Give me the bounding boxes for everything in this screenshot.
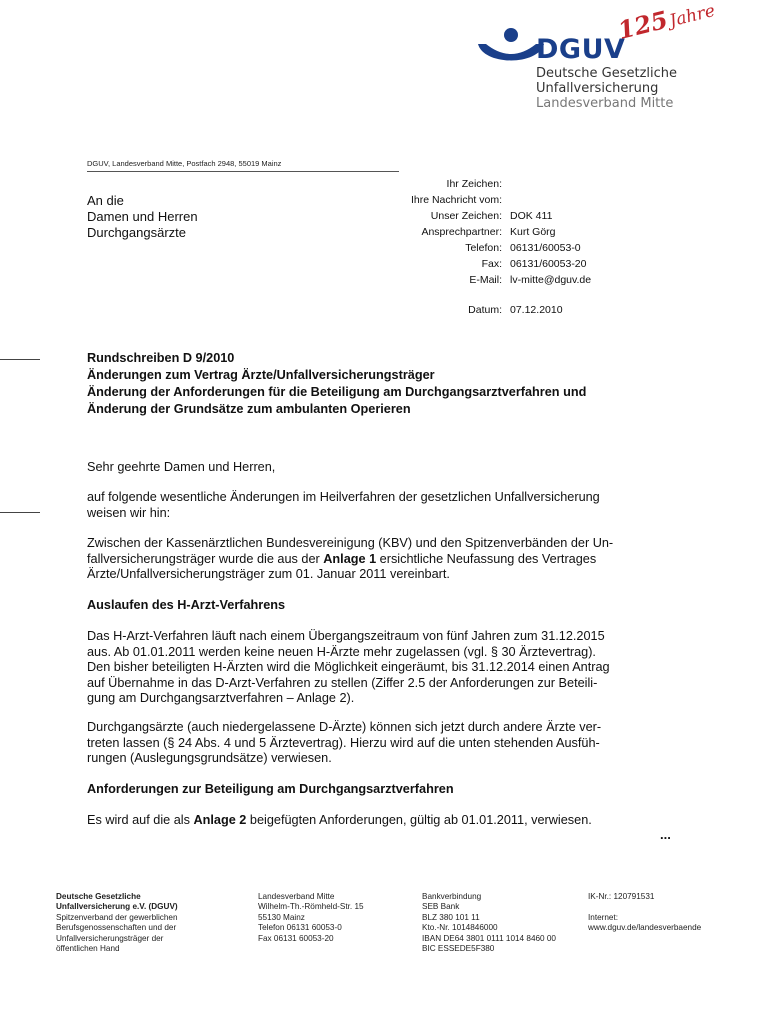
footer-line: Internet: <box>588 912 619 922</box>
meta-label: Ihr Zeichen: <box>446 178 502 190</box>
section-heading-h-arzt: Auslaufen des H-Arzt-Verfahrens <box>87 598 286 612</box>
text-line: gung am Durchgangsarztverfahren – Anlage 2). <box>87 691 355 705</box>
footer-line: Landesverband Mitte <box>258 892 335 901</box>
paragraph-d-aerzte <box>87 720 672 767</box>
footer-line: Wilhelm-Th.-Römheld-Str. 15 <box>258 902 364 912</box>
meta-label: E-Mail: <box>469 274 502 286</box>
paragraph-kbv <box>87 536 672 583</box>
footer-line: BLZ 380 101 11 <box>422 912 480 922</box>
text-line: rungen (Auslegungsgrundsätze) verwiesen. <box>87 751 332 765</box>
meta-value: 06131/60053-0 <box>510 242 581 254</box>
meta-label: Fax: <box>481 258 502 270</box>
recipient-line: An die <box>87 193 124 208</box>
anlage-1-reference: Anlage 1 <box>323 551 377 566</box>
subject-line: Änderung der Anforderungen für die Beteiligung am Durchgangsarztverfahren und <box>87 385 587 399</box>
section-heading-anforderungen: Anforderungen zur Beteiligung am Durchgangsarztverfahren <box>87 782 454 796</box>
footer-line: Unfallversicherung e.V. (DGUV) <box>56 902 178 912</box>
text-line: aus. Ab 01.01.2011 werden keine neuen H-Ärzte mehr zugelassen (vgl. § 30 Ärztevertrag). <box>87 644 596 659</box>
footer-line: www.dguv.de/landesverbaende <box>588 923 702 933</box>
text-line: Ärzte/Unfallversicherungsträger zum 01. Januar 2011 vereinbart. <box>87 567 450 581</box>
text-line: Durchgangsärzte (auch niedergelassene D-Ärzte) können sich jetzt durch andere Ärzte ver- <box>87 720 602 734</box>
text-run: beigefügten Anforderungen, gültig ab 01.01.2011, verwiesen. <box>246 813 592 827</box>
subject-line: Änderung der Grundsätze zum ambulanten Operieren <box>87 402 411 416</box>
footer-line: Unfallversicherungsträger der <box>56 933 164 943</box>
footer-line: Telefon 06131 60053-0 <box>258 923 342 933</box>
text-run: fallversicherungsträger wurde die aus der <box>87 551 324 566</box>
salutation: Sehr geehrte Damen und Herren, <box>87 460 276 474</box>
subject-line: Rundschreiben D 9/2010 <box>87 351 235 365</box>
continuation-marker: ... <box>660 827 671 842</box>
recipient-address <box>87 193 198 241</box>
footer-line: Fax 06131 60053-20 <box>258 933 334 943</box>
meta-label: Unser Zeichen: <box>430 210 502 222</box>
footer-line: Spitzenverband der gewerblichen <box>56 912 178 922</box>
meta-value: lv-mitte@dguv.de <box>510 274 592 286</box>
meta-label: Datum: <box>468 304 502 316</box>
text-line <box>87 552 672 568</box>
meta-row <box>380 178 680 194</box>
footer-line: IBAN DE64 3801 0111 1014 8460 00 <box>422 933 556 943</box>
meta-row <box>380 242 680 258</box>
meta-value: DOK 411 <box>510 210 553 222</box>
anniversary-number: 125 <box>614 4 671 45</box>
footer-ik-internet <box>588 892 701 934</box>
text-run: Es wird auf die als <box>87 813 194 827</box>
anlage-2-reference: Anlage 2 <box>193 813 247 827</box>
paragraph-h-arzt <box>87 629 672 707</box>
meta-label: Ansprechpartner: <box>421 226 502 238</box>
subject-block <box>87 350 672 418</box>
meta-label: Ihre Nachricht vom: <box>410 194 502 206</box>
meta-row <box>380 210 680 226</box>
sender-address-line: DGUV, Landesverband Mitte, Postfach 2948, 55019 Mainz <box>87 159 282 168</box>
meta-row <box>380 258 680 274</box>
meta-row <box>380 194 680 210</box>
logo-line-3: Landesverband Mitte <box>536 96 674 111</box>
sender-divider <box>87 171 399 172</box>
text-line: Das H-Arzt-Verfahren läuft nach einem Übergangszeitraum von fünf Jahren zum 31.12.2015 <box>87 629 605 643</box>
logo-line-2: Unfallversicherung <box>536 81 659 96</box>
dguv-emblem-icon <box>478 28 544 61</box>
footer-line: Berufsgenossenschaften und der <box>56 923 177 933</box>
text-line: Den bisher beteiligten H-Ärzten wird die Möglichkeit eingeräumt, bis 31.12.2014 einen Antrag <box>87 660 610 674</box>
meta-label: Telefon: <box>465 242 502 254</box>
meta-value: 06131/60053-20 <box>510 258 587 270</box>
footer-line: Deutsche Gesetzliche <box>56 892 141 901</box>
meta-value: Kurt Görg <box>510 226 556 238</box>
fold-mark <box>0 512 40 513</box>
footer-organization <box>56 892 178 954</box>
text-line: treten lassen (§ 24 Abs. 4 und 5 Ärztevertrag). Hierzu wird auf die unten stehenden Ausfüh- <box>87 735 600 750</box>
footer-line: Kto.-Nr. 1014846000 <box>422 923 498 933</box>
footer-line: 55130 Mainz <box>258 912 305 922</box>
footer-line: BIC ESSEDE5F380 <box>422 944 495 954</box>
subject-line: Änderungen zum Vertrag Ärzte/Unfallversicherungsträger <box>87 368 435 382</box>
footer-line: öffentlichen Hand <box>56 944 120 954</box>
intro-paragraph <box>87 490 672 521</box>
text-line: weisen wir hin: <box>87 505 171 520</box>
recipient-line: Durchgangsärzte <box>87 225 186 240</box>
footer-line: Bankverbindung <box>422 892 482 901</box>
text-line: auf Übernahme in das D-Arzt-Verfahren zu stellen (Ziffer 2.5 der Anforderungen zur Beteili- <box>87 675 598 690</box>
text-run: ersichtliche Neufassung des Vertrages <box>376 551 597 566</box>
anniversary-word: Jahre <box>667 0 718 32</box>
recipient-line: Damen und Herren <box>87 209 198 224</box>
footer-line: SEB Bank <box>422 902 460 912</box>
meta-row <box>380 226 680 242</box>
logo-brand: DGUV <box>536 34 626 65</box>
footer-line <box>588 902 701 912</box>
meta-row <box>380 304 680 320</box>
logo-line-1: Deutsche Gesetzliche <box>536 66 678 81</box>
text-line: Zwischen der Kassenärztlichen Bundesvereinigung (KBV) und den Spitzenverbänden der Un- <box>87 536 614 550</box>
paragraph-anlage-2 <box>87 813 672 829</box>
meta-value: 07.12.2010 <box>510 304 563 316</box>
fold-mark <box>0 359 40 360</box>
text-line: auf folgende wesentliche Änderungen im Heilverfahren der gesetzlichen Unfallversicherung <box>87 490 600 504</box>
footer-bank <box>422 892 556 954</box>
footer-address <box>258 892 364 944</box>
footer-line: IK-Nr.: 120791531 <box>588 892 655 901</box>
meta-row <box>380 274 680 290</box>
